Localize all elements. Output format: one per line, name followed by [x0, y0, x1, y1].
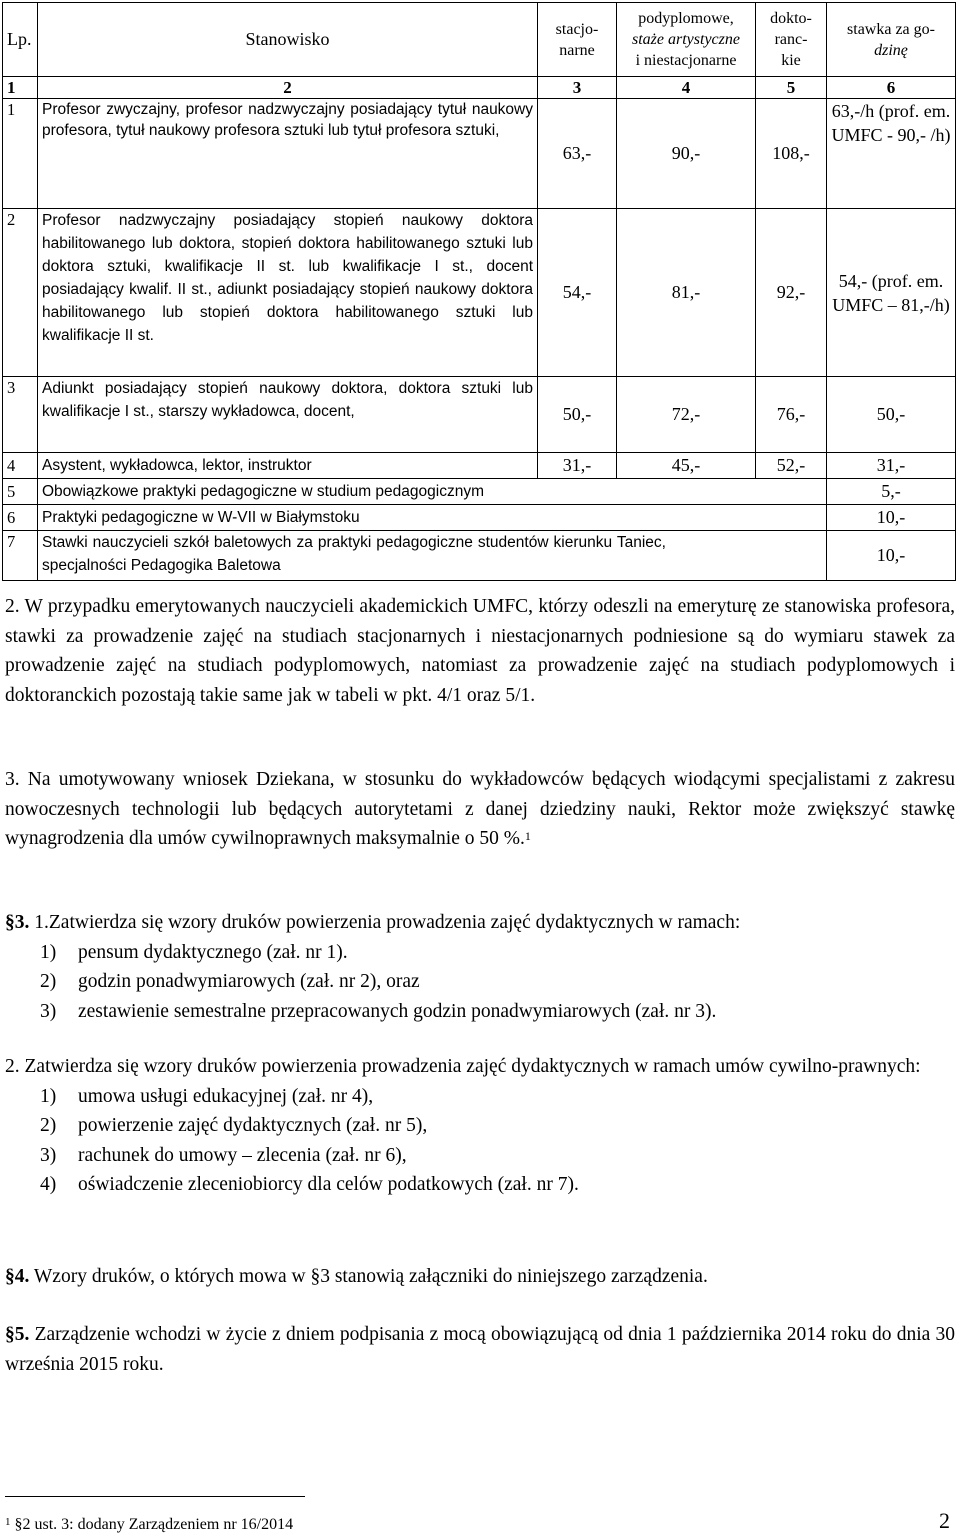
row-doktoranckie: 92,- — [756, 209, 827, 377]
list-item-number: 1) — [40, 1085, 57, 1107]
row-lp: 2 — [3, 209, 38, 377]
list-item-number: 2) — [40, 1115, 57, 1136]
row-lp: 5 — [3, 479, 38, 505]
row-stacjonarne: 63,- — [538, 99, 617, 209]
row-desc: Stawki nauczycieli szkół baletowych za praktyki pedagogiczne studentów kierunku Taniec, specjalności Pedagogika Baletowa — [38, 531, 827, 581]
list-item-text: pensum dydaktycznego (zał. nr 1). — [78, 941, 348, 963]
list-item — [5, 1111, 955, 1141]
list-item — [5, 997, 955, 1027]
header-stanowisko: Stanowisko — [38, 3, 538, 77]
list-item-text: powierzenie zajęć dydaktycznych (zał. nr 5), — [78, 1115, 428, 1136]
section-5 — [5, 1320, 955, 1379]
section-4-mark: §4. — [5, 1266, 30, 1287]
row-stawka: 10,- — [827, 531, 956, 581]
header-stacjonarne — [538, 3, 617, 77]
header-podyplomowe-line1: podyplomowe, — [638, 10, 734, 27]
header-lp: Lp. — [3, 3, 38, 77]
table-row — [3, 377, 956, 453]
page-number: 2 — [939, 1508, 950, 1533]
section-3-part-1 — [5, 908, 955, 1026]
header-doktoranckie-line3: kie — [781, 52, 801, 69]
col-num-2: 2 — [38, 77, 538, 99]
header-stacjonarne-line1: stacjo- — [555, 20, 599, 38]
row-stawka: 5,- — [827, 479, 956, 505]
table-row — [3, 99, 956, 209]
row-stacjonarne: 54,- — [538, 209, 617, 377]
header-stawka-line1: stawka za go- — [847, 20, 935, 38]
list-item-text: umowa usługi edukacyjnej (zał. nr 4), — [78, 1085, 374, 1107]
paragraph-3-text: 3. Na umotywowany wniosek Dziekana, w stosunku do wykładowców będących wiodącymi specjalistami z zakresu nowoczesnych technologii lub będących autorytetami z danej dziedziny nauki, Rektor może zwiększyć stawkę wynagrodzenia dla umów cywilnoprawnych maksymalnie o 50 %. — [5, 769, 955, 849]
section-3-part-2 — [5, 1052, 955, 1200]
section-4 — [5, 1262, 955, 1292]
row-lp: 6 — [3, 505, 38, 531]
col-num-6: 6 — [827, 77, 956, 99]
row-desc: Praktyki pedagogiczne w W-VII w Białymstoku — [38, 505, 827, 531]
paragraph-3 — [5, 765, 955, 854]
list-item-number: 1) — [40, 941, 57, 963]
col-num-5: 5 — [756, 77, 827, 99]
header-stawka — [827, 3, 956, 77]
list-item — [5, 1170, 955, 1200]
footnote — [5, 1516, 293, 1534]
row-doktoranckie: 52,- — [756, 453, 827, 479]
row-stacjonarne: 31,- — [538, 453, 617, 479]
section-3-mark: §3. — [5, 912, 30, 933]
list-item-number: 3) — [40, 1000, 57, 1022]
row-lp: 1 — [3, 99, 38, 209]
list-item-text: zestawienie semestralne przepracowanych godzin ponadwymiarowych (zał. nr 3). — [78, 1000, 717, 1022]
footnote-reference[interactable]: 1 — [524, 829, 531, 843]
row-lp: 4 — [3, 453, 38, 479]
list-item-text: rachunek do umowy – zlecenia (zał. nr 6), — [78, 1144, 407, 1166]
list-item-number: 3) — [40, 1144, 57, 1166]
footnote-text: §2 ust. 3: dodany Zarządzeniem nr 16/2014 — [14, 1516, 294, 1533]
row-podyplomowe: 72,- — [617, 377, 756, 453]
list-item-number: 4) — [40, 1174, 57, 1195]
row-stawka: 63,-/h (prof. em. UMFC - 90,- /h) — [827, 99, 956, 209]
row-stawka: 50,- — [827, 377, 956, 453]
paragraph-2 — [5, 592, 955, 710]
row-lp: 7 — [3, 531, 38, 581]
row-podyplomowe: 90,- — [617, 99, 756, 209]
row-stawka: 10,- — [827, 505, 956, 531]
list-item — [5, 1082, 955, 1112]
footnote-mark: 1 — [5, 1516, 11, 1528]
row-desc: Adiunkt posiadający stopień naukowy doktora, doktora sztuki lub kwalifikacje I st., starszy wykładowca, docent, — [38, 377, 538, 453]
row-doktoranckie: 108,- — [756, 99, 827, 209]
rates-table — [2, 2, 956, 581]
row-stawka: 54,- (prof. em. UMFC – 81,-/h) — [827, 209, 956, 377]
column-number-row — [3, 77, 956, 99]
table-row — [3, 209, 956, 377]
table-row — [3, 453, 956, 479]
header-stacjonarne-line2: narne — [559, 41, 595, 59]
list-item — [5, 967, 955, 997]
header-doktoranckie — [756, 3, 827, 77]
row-podyplomowe: 45,- — [617, 453, 756, 479]
row-lp: 3 — [3, 377, 38, 453]
row-stawka: 31,- — [827, 453, 956, 479]
paragraph-2-text: 2. W przypadku emerytowanych nauczycieli akademickich UMFC, którzy odeszli na emeryturę ze stanowiska profesora, stawki za prowadzenie zajęć na studiach stacjonarnych i niestacjonarnych podniesione są do wymiaru stawek za prowadzenie zajęć na studiach podyplomowych, natomiast za prowadzenie zajęć na studiach podyplomowych i doktoranckich pozostają takie same jak w tabeli w pkt. 4/1 oraz 5/1. — [5, 596, 955, 706]
section-3-1-text: 1.Zatwierdza się wzory druków powierzenia prowadzenia zajęć dydaktycznych w ramach: — [29, 912, 741, 933]
col-num-3: 3 — [538, 77, 617, 99]
list-item-text: oświadczenie zleceniobiorcy dla celów podatkowych (zał. nr 7). — [78, 1174, 579, 1195]
col-num-4: 4 — [617, 77, 756, 99]
footnote-separator — [5, 1496, 305, 1497]
col-num-1: 1 — [3, 77, 38, 99]
row-desc: Obowiązkowe praktyki pedagogiczne w studium pedagogicznym — [38, 479, 827, 505]
row-doktoranckie: 76,- — [756, 377, 827, 453]
header-doktoranckie-line1: dokto- — [770, 10, 812, 27]
row-stacjonarne: 50,- — [538, 377, 617, 453]
section-3-2-text: 2. Zatwierdza się wzory druków powierzenia prowadzenia zajęć dydaktycznych w ramach umów cywilno-prawnych: — [5, 1056, 921, 1077]
list-item-text: godzin ponadwymiarowych (zał. nr 2), oraz — [78, 971, 420, 992]
list-item-number: 2) — [40, 971, 57, 992]
header-podyplomowe — [617, 3, 756, 77]
row-desc: Profesor zwyczajny, profesor nadzwyczajny posiadający tytuł naukowy profesora, tytuł naukowy profesora sztuki lub tytuł profesora sztuki, — [38, 99, 538, 209]
table-row — [3, 505, 956, 531]
row-podyplomowe: 81,- — [617, 209, 756, 377]
header-podyplomowe-line2: staże artystyczne — [632, 31, 740, 48]
section-5-text: Zarządzenie wchodzi w życie z dniem podpisania z mocą obowiązującą od dnia 1 października 2014 roku do dnia 30 września 2015 roku. — [5, 1324, 955, 1375]
table-header-row — [3, 3, 956, 77]
list-item — [5, 1141, 955, 1171]
row-desc: Profesor nadzwyczajny posiadający stopień naukowy doktora habilitowanego lub doktora, stopień doktora habilitowanego sztuki lub doktora sztuki, kwalifikacje II st. lub kwalifikacje I st., docent posiadający kwalif. II st., adiunkt posiadający stopień naukowy doktora habilitowanego lub stopień doktora habilitowanego sztuki lub kwalifikacje II st. — [38, 209, 538, 377]
table-row — [3, 479, 956, 505]
row-desc: Asystent, wykładowca, lektor, instruktor — [38, 453, 538, 479]
list-item — [5, 938, 955, 968]
header-podyplomowe-line3: i niestacjonarne — [635, 52, 737, 69]
header-stawka-line2: dzinę — [874, 41, 908, 59]
section-5-mark: §5. — [5, 1324, 30, 1345]
section-4-text: Wzory druków, o których mowa w §3 stanowią załączniki do niniejszego zarządzenia. — [29, 1266, 708, 1287]
header-doktoranckie-line2: ranc- — [774, 31, 808, 48]
table-row — [3, 531, 956, 581]
